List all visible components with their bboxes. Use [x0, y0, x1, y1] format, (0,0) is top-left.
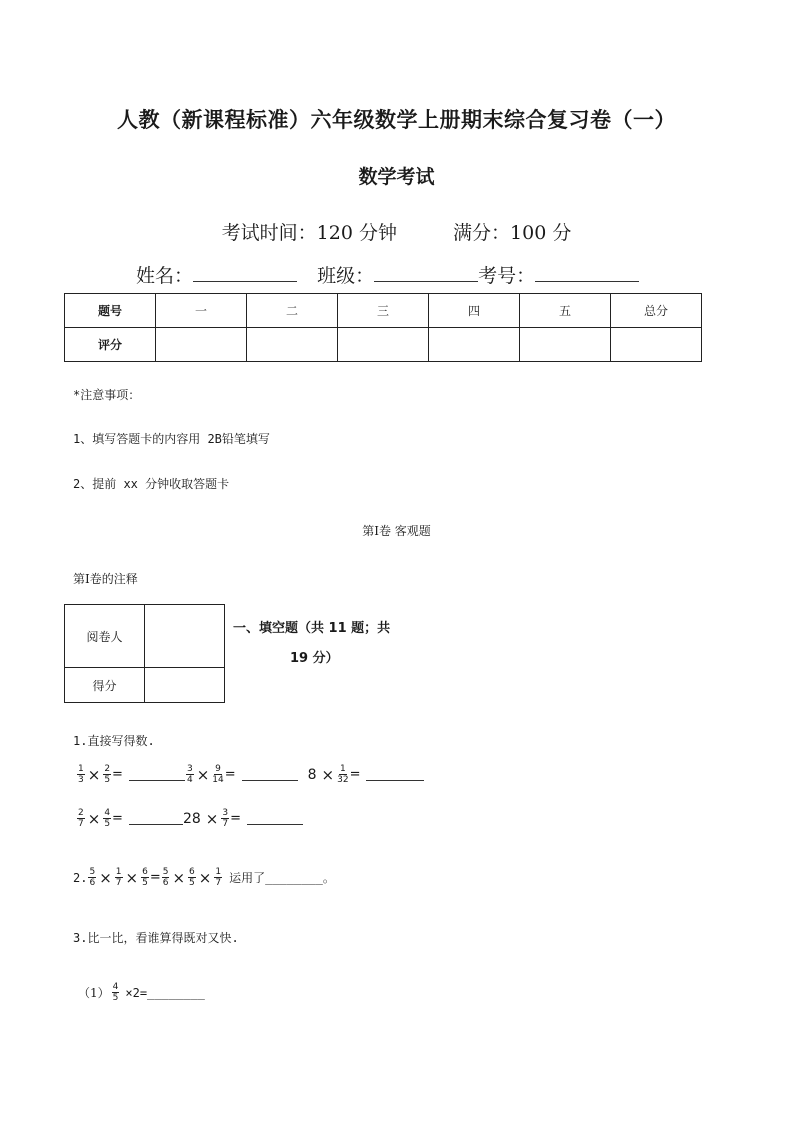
fraction: $\frac{6}{5}$ — [142, 867, 148, 888]
reviewer-cell[interactable] — [145, 605, 225, 668]
class-label: 班级： — [317, 265, 375, 287]
fraction: $\frac{2}{5}$ — [104, 764, 111, 785]
section-title: 第Ⅰ卷 客观题 — [362, 524, 431, 538]
notes-header: *注意事项： — [73, 388, 141, 402]
score-table-header: 三 — [338, 294, 429, 328]
fraction: $\frac{1}{7}$ — [115, 867, 122, 888]
score-row-label: 评分 — [65, 328, 156, 362]
answer-blank[interactable] — [129, 768, 185, 781]
note-item: 1、填写答题卡的内容用 2B铅笔填写 — [73, 432, 270, 446]
fraction: $\frac{1}{7}$ — [215, 867, 222, 888]
fill-blank-line1: 一、填空题（共 11 题；共 — [233, 621, 391, 636]
fraction: $\frac{5}{6}$ — [162, 867, 169, 888]
q2-suffix: 运用了________。 — [229, 871, 335, 885]
name-field[interactable] — [193, 265, 297, 282]
fill-blank-line2: 19 分） — [290, 651, 339, 666]
score-cell[interactable] — [247, 328, 338, 362]
fraction: $\frac{3}{4}$ — [186, 764, 193, 785]
q1-line2: $\frac{2}{7}$ × $\frac{4}{5}$ = 28 × $\frac{3}{7}$ = — [76, 808, 303, 829]
score-table-header: 二 — [247, 294, 338, 328]
score-table-header: 总分 — [611, 294, 702, 328]
section-note: 第Ⅰ卷的注释 — [73, 572, 138, 586]
fraction: $\frac{1}{32}$ — [337, 764, 349, 785]
grader-score-label: 得分 — [65, 668, 145, 703]
page-title: 人教（新课程标准）六年级数学上册期末综合复习卷（一） — [117, 107, 676, 132]
exam-time: 考试时间：120 分钟 — [221, 222, 397, 244]
fraction: $\frac{4}{5}$ — [112, 982, 119, 1003]
score-table-header: 五 — [520, 294, 611, 328]
q1-line1: $\frac{1}{3}$ × $\frac{2}{5}$ = $\frac{3}{4}$ × $\frac{9}{14}$ = 8 × $\frac{1}{32}$ = — [76, 764, 424, 785]
question-2: 2. $\frac{5}{6}$ × $\frac{1}{7}$ × $\frac{6}{5}$ = $\frac{5}{6}$ × $\frac{6}{5}$ × $\frac{1}{7}$ 运用了________。 — [73, 867, 335, 888]
exam-info — [0, 218, 793, 245]
fill-blank-heading — [233, 614, 390, 674]
answer-blank[interactable] — [129, 812, 183, 825]
class-field[interactable] — [374, 265, 478, 282]
score-table-row — [65, 328, 702, 362]
reviewer-label: 阅卷人 — [65, 605, 145, 668]
fraction: $\frac{3}{7}$ — [222, 808, 229, 829]
score-table-header: 题号 — [65, 294, 156, 328]
answer-blank[interactable] — [242, 768, 298, 781]
fraction: $\frac{2}{7}$ — [78, 808, 84, 829]
fraction: $\frac{6}{5}$ — [189, 867, 195, 888]
fraction: $\frac{1}{3}$ — [78, 764, 84, 785]
answer-blank[interactable] — [247, 812, 303, 825]
score-table — [64, 293, 702, 362]
student-info — [136, 261, 639, 288]
question-3: 3.比一比，看谁算得既对又快. — [73, 931, 239, 945]
answer-blank[interactable] — [366, 768, 424, 781]
name-label: 姓名： — [136, 265, 194, 287]
note-item: 2、提前 xx 分钟收取答题卡 — [73, 477, 230, 491]
question-1: 1.直接写得数. — [73, 734, 155, 748]
score-cell[interactable] — [429, 328, 520, 362]
full-score: 满分：100 分 — [453, 222, 572, 244]
score-table-header: 一 — [156, 294, 247, 328]
question-3-1: （1） $\frac{4}{5}$ ×2=________ — [78, 982, 205, 1003]
id-label: 考号： — [478, 265, 536, 287]
fraction: $\frac{5}{6}$ — [89, 867, 96, 888]
id-field[interactable] — [535, 265, 639, 282]
score-cell[interactable] — [338, 328, 429, 362]
fraction: $\frac{9}{14}$ — [212, 764, 224, 785]
subtitle: 数学考试 — [358, 166, 435, 188]
grader-table — [64, 604, 225, 703]
fraction: $\frac{4}{5}$ — [104, 808, 111, 829]
grader-score-cell[interactable] — [145, 668, 225, 703]
score-table-header: 四 — [429, 294, 520, 328]
score-cell[interactable] — [611, 328, 702, 362]
score-table-header-row — [65, 294, 702, 328]
score-cell[interactable] — [520, 328, 611, 362]
score-cell[interactable] — [156, 328, 247, 362]
